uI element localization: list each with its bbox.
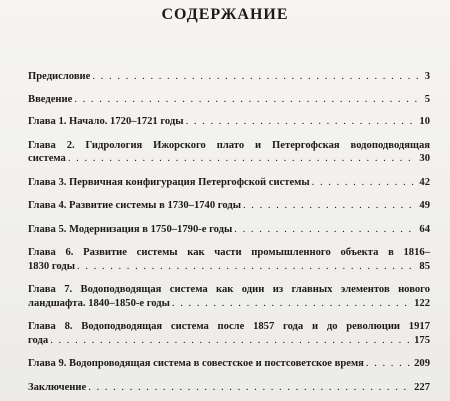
leader-dots — [172, 297, 412, 311]
toc-entry-chapter-6 — [28, 246, 430, 273]
toc-entry-page: 49 — [419, 200, 430, 211]
toc-entry-page: 122 — [414, 297, 430, 309]
toc-entry-page: 5 — [424, 93, 430, 105]
toc-entry-label: Заключение — [28, 381, 87, 393]
page-title: СОДЕРЖАНИЕ — [161, 6, 289, 23]
toc-entry-line1: Глава 6. Развитие системы как части промышленного объекта в 1816– — [28, 247, 430, 258]
leader-dots — [68, 152, 418, 166]
toc-entry-preface — [28, 70, 430, 84]
toc-entry-page: 85 — [419, 260, 430, 272]
toc-entry-introduction — [28, 93, 430, 107]
toc-entry-page: 227 — [414, 381, 430, 393]
table-of-contents — [28, 70, 430, 394]
toc-entry-chapter-2 — [28, 139, 430, 166]
toc-entry-chapter-8 — [28, 320, 430, 347]
leader-dots — [92, 70, 422, 84]
toc-entry-label: Глава 5. Модернизация в 1750–1790-е годы — [28, 223, 233, 235]
toc-entry-page: 42 — [419, 176, 430, 188]
leader-dots — [186, 115, 418, 129]
toc-entry-label: Глава 4. Развитие системы в 1730–1740 годы — [28, 200, 241, 211]
toc-entry-chapter-3 — [28, 176, 430, 190]
toc-entry-label: года — [28, 334, 49, 346]
toc-entry-page: 10 — [419, 116, 430, 127]
toc-entry-chapter-1 — [28, 115, 430, 129]
toc-entry-page: 64 — [419, 223, 430, 235]
toc-entry-conclusion — [28, 381, 430, 395]
toc-entry-chapter-4 — [28, 199, 430, 213]
toc-entry-chapter-5 — [28, 223, 430, 237]
toc-entry-line1: Глава 7. Водоподводящая система как один из главных элементов нового — [28, 284, 430, 295]
toc-entry-page: 175 — [414, 334, 430, 346]
toc-entry-chapter-7 — [28, 283, 430, 310]
leader-dots — [243, 199, 417, 213]
leader-dots — [366, 357, 412, 371]
leader-dots — [77, 260, 417, 274]
leader-dots — [88, 381, 412, 395]
leader-dots — [50, 334, 412, 348]
leader-dots — [312, 176, 418, 190]
leader-dots — [234, 223, 417, 237]
toc-entry-label: Предисловие — [28, 71, 91, 82]
toc-entry-page: 209 — [414, 358, 430, 369]
toc-entry-label: Глава 3. Первичная конфигурация Петергофской системы — [28, 176, 310, 188]
toc-entry-page: 3 — [424, 71, 430, 82]
toc-entry-label: Глава 9. Водопроводящая система в совестское и постсоветское время — [28, 358, 364, 369]
toc-entry-label: 1830 годы — [28, 260, 76, 272]
toc-entry-label: система — [28, 153, 66, 164]
toc-entry-chapter-9 — [28, 357, 430, 371]
toc-entry-label: ландшафта. 1840–1850-е годы — [28, 297, 170, 309]
toc-entry-line1: Глава 2. Гидрология Ижорского плато и Петергофская водоподводящая — [28, 139, 430, 151]
toc-entry-line1: Глава 8. Водоподводящая система после 1857 года и до революции 1917 — [28, 321, 430, 332]
toc-entry-page: 30 — [419, 153, 430, 164]
toc-entry-label: Глава 1. Начало. 1720–1721 годы — [28, 116, 184, 127]
toc-entry-label: Введение — [28, 93, 73, 105]
leader-dots — [74, 93, 422, 107]
